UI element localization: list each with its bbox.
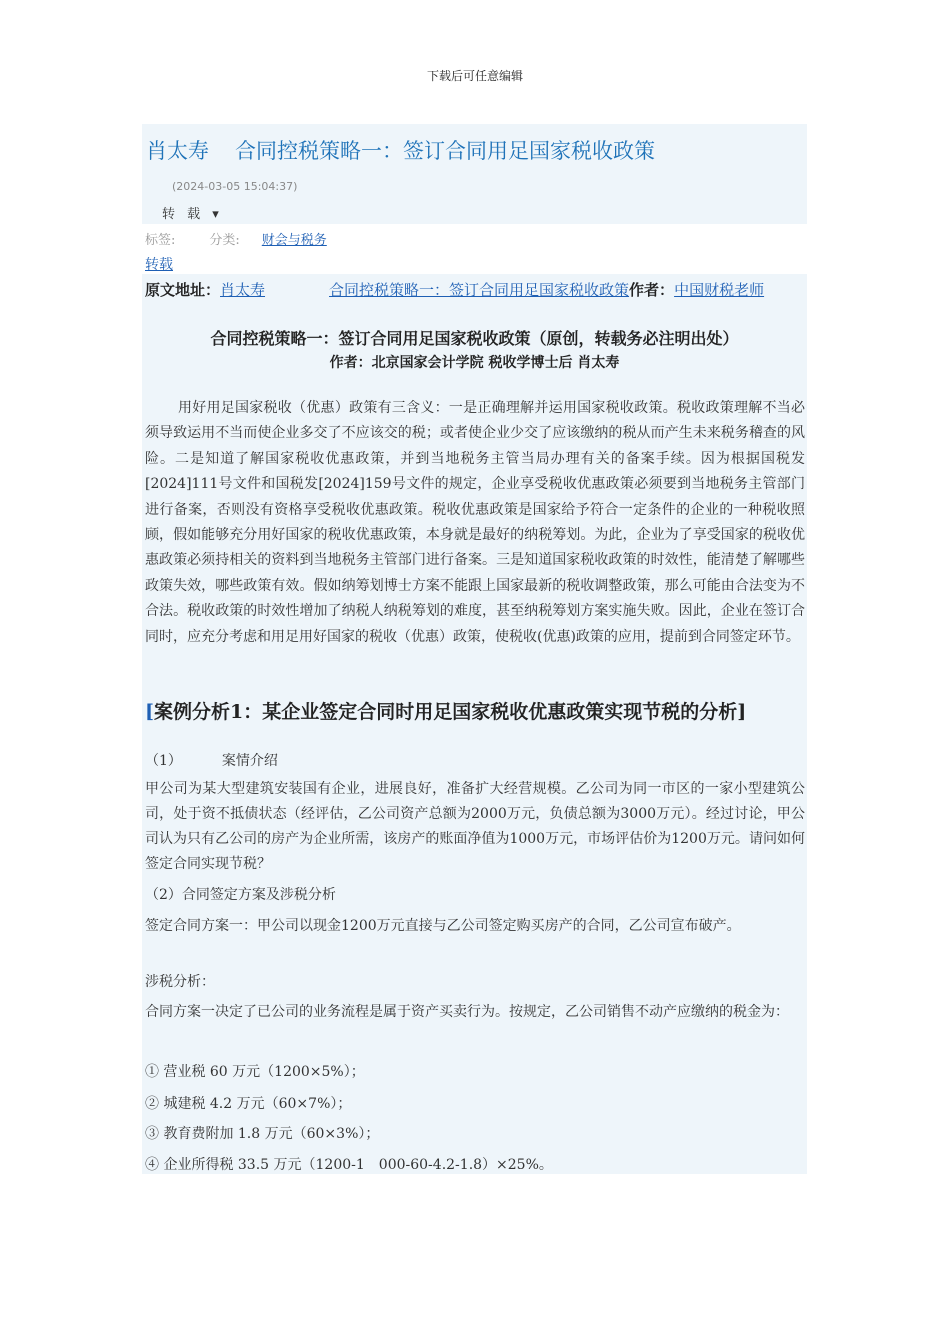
category-label: 分类: xyxy=(209,233,240,248)
tax-analysis-text: 合同方案一决定了已公司的业务流程是属于资产买卖行为。按规定，乙公司销售不动产应缴纳的税金为： xyxy=(145,1004,789,1020)
download-note: 下载后可任意编辑 xyxy=(426,69,523,83)
repost-dropdown-button[interactable]: 转 载 ▾ xyxy=(162,207,223,222)
post-meta xyxy=(145,229,327,248)
original-address xyxy=(145,278,805,302)
blog-title xyxy=(146,135,655,165)
blog-title-author: 肖太寿 xyxy=(146,139,209,163)
post-date: (2024-03-05 15:04:37) xyxy=(172,180,298,193)
blog-title-text: 合同控税策略一：签订合同用足国家税收政策 xyxy=(235,139,655,163)
section-1-heading: （1） 案情介绍 xyxy=(145,753,278,769)
category-link[interactable]: 财会与税务 xyxy=(261,233,327,248)
case-heading xyxy=(145,700,805,725)
original-address-label: 原文地址： xyxy=(145,281,221,299)
case-heading-close: ] xyxy=(737,701,747,723)
original-author-label: 作者： xyxy=(629,281,675,299)
tax-item: ③ 教育费附加 1.8 万元（60×3%）； xyxy=(145,1126,380,1142)
original-author-link[interactable]: 中国财税老师 xyxy=(674,281,765,299)
tax-item: ② 城建税 4.2 万元（60×7%）； xyxy=(145,1096,352,1112)
article-title: 合同控税策略一：签订合同用足国家税收政策（原创，转载务必注明出处） xyxy=(210,329,739,348)
case-description: 甲公司为某大型建筑安装国有企业，进展良好，准备扩大经营规模。乙公司为同一市区的一家小型建筑公司，处于资不抵债状态（经评估，乙公司资产总额为2000万元，负债总额为3000万元）。经过讨论，甲公司认为只有乙公司的房产为企业所需，该房产的账面净值为1000万元，市场评估价为1200万元。请问如何签定合同实现节税？ xyxy=(145,781,805,872)
case-heading-open: [ xyxy=(145,701,154,723)
tax-item: ① 营业税 60 万元（1200×5%）； xyxy=(145,1064,365,1080)
tags-label: 标签: xyxy=(145,233,176,248)
original-address-link[interactable]: 肖太寿 合同控税策略一：签订合同用足国家税收政策 xyxy=(220,281,630,299)
case-heading-text: 案例分析1：某企业签定合同时用足国家税收优惠政策实现节税的分析 xyxy=(154,701,738,723)
tax-item: ④ 企业所得税 33.5 万元（1200-1 000-60-4.2-1.8）×25%。 xyxy=(145,1157,553,1173)
repost-link[interactable]: 转载 xyxy=(145,257,173,273)
article-byline: 作者：北京国家会计学院 税收学博士后 肖太寿 xyxy=(329,355,620,371)
tax-analysis-label: 涉税分析： xyxy=(145,974,215,990)
section-2-heading: （2）合同签定方案及涉税分析 xyxy=(145,887,336,903)
intro-paragraph: 用好用足国家税收（优惠）政策有三含义：一是正确理解并运用国家税收政策。税收政策理解不当必须导致运用不当而使企业多交了不应该交的税；或者使企业少交了应该缴纳的税从而产生未来税务稽查的风险。二是知道了解国家税收优惠政策，并到当地税务主管当局办理有关的备案手续。因为根据国税发[2024]111号文件和国税发[2024]159号文件的规定，企业享受税收优惠政策必须要到当地税务主管部门进行备案，否则没有资格享受税收优惠政策。税收优惠政策是国家给予符合一定条件的企业的一种税收照顾，假如能够充分用好国家的税收优惠政策，本身就是最好的纳税筹划。为此，企业为了享受国家的税收优惠政策必须持相关的资料到当地税务主管部门进行备案。三是知道国家税收政策的时效性，能清楚了解哪些政策失效，哪些政策有效。假如纳筹划博士方案不能跟上国家最新的税收调整政策，那么可能由合法变为不合法。税收政策的时效性增加了纳税人纳税筹划的难度，甚至纳税筹划方案实施失败。因此，企业在签订合同时，应充分考虑和用足用好国家的税收（优惠）政策，使税收(优惠)政策的应用，提前到合同签定环节。 xyxy=(145,400,805,645)
contract-plan-1: 签定合同方案一：甲公司以现金1200万元直接与乙公司签定购买房产的合同，乙公司宣布破产。 xyxy=(145,918,741,934)
